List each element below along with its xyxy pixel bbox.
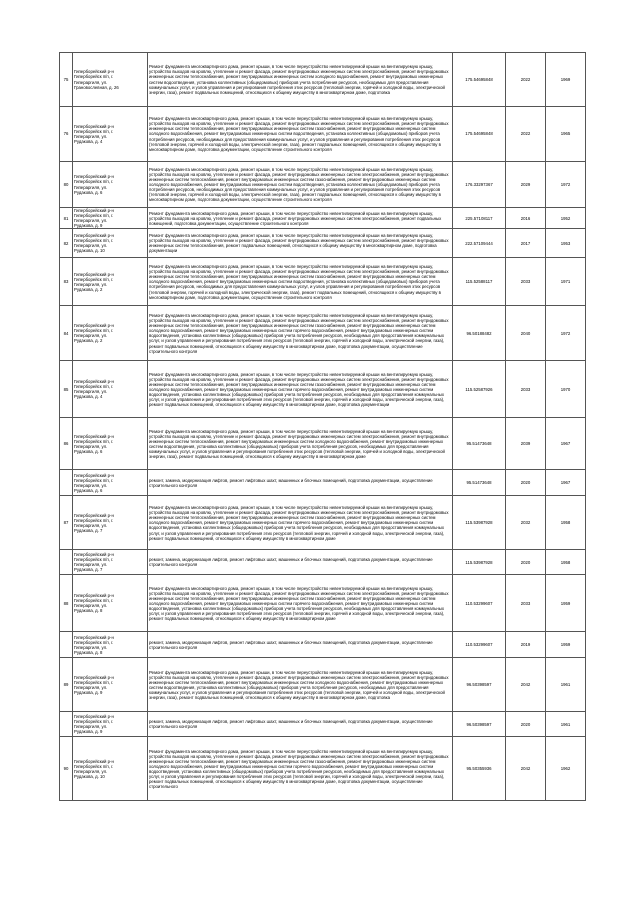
cost-cell: 96.50398597 xyxy=(453,712,506,737)
row-number-cell: 84 xyxy=(60,306,73,361)
cost-cell: 95.51473648 xyxy=(453,470,506,496)
construction-year-cell: 1952 xyxy=(546,208,586,229)
planned-year-cell: 2039 xyxy=(506,418,546,470)
construction-year-cell: 1961 xyxy=(546,712,586,737)
row-number-cell: 88 xyxy=(60,575,73,632)
cost-cell: 96.50398597 xyxy=(453,658,506,712)
address-cell: Гиперборейский р-н Гиперборейск п/п, г. Гипераргиля, ул. Рудакова, д. 2 xyxy=(73,306,148,361)
address-cell: Гиперборейский р-н Гиперборейск п/п, г. Гипераргиля, ул. Рудакова, д. 6 xyxy=(73,418,148,470)
cost-cell: 96.50188482 xyxy=(453,306,506,361)
planned-year-cell: 2016 xyxy=(506,208,546,229)
work-description-cell: Ремонт фундамента многоквартирного дома, ремонт крыши, в том числе переустройство невентилируемой крыши на вентилируемую крышу, устройство выходов на кровлю, утепление и ремонт фасада, ремонт внутридомовых инженерных систем электроснабжения, ремонт внутридомовых инженерных систем теплоснабжения, ремонт внутридомовых инженерных систем холодного водоснабжения, ремонт внутридомовых инженерных систем водоотведения, установка коллективных (общедомовых) приборов учета потребления ресурсов, необходимых для предоставления коммунальных услуг, и узлов управления и регулирования потребления этих ресурсов (тепловой энергии, горячей и холодной воды, электрической энергии, газа), ремонт подвальных помещений, относящихся к общему имуществу в многоквартирном доме, подготовка xyxy=(148,53,453,107)
cost-cell: 176.33297367 xyxy=(453,162,506,208)
row-number-cell: 85 xyxy=(60,361,73,418)
planned-year-cell: 2020 xyxy=(506,470,546,496)
table-row xyxy=(60,208,586,229)
address-cell: Гиперборейский р-н Гиперборейск п/п, г. Гипераргиля, ул. Рудакова, д. 9 xyxy=(73,712,148,737)
address-cell: Гиперборейский р-н Гиперборейск п/п, г. Гипераргиля, ул. Рудакова, д. 7 xyxy=(73,496,148,550)
construction-year-cell: 1971 xyxy=(546,258,586,306)
construction-year-cell: 1962 xyxy=(546,737,586,801)
work-description-cell: ремонт, замена, модернизация лифтов, ремонт лифтовых шахт, машинных и блочных помещений, подготовка документации, осуществление строительного контроля xyxy=(148,550,453,575)
cost-cell: 95.50355936 xyxy=(453,737,506,801)
table-row xyxy=(60,53,586,107)
work-description-cell: ремонт, замена, модернизация лифтов, ремонт лифтовых шахт, машинных и блочных помещений, подготовка документации, осуществление строительного контроля xyxy=(148,712,453,737)
row-number-cell: 83 xyxy=(60,258,73,306)
work-description-cell: Ремонт фундамента многоквартирного дома, ремонт крыши, в том числе переустройство невентилируемой крыши на вентилируемую крышу, устройство выходов на кровлю, утепление и ремонт фасада, ремонт внутридомовых инженерных систем электроснабжения, ремонт внутридомовых инженерных систем теплоснабжения, ремонт внутридомовых инженерных систем газоснабжения, ремонт внутридомовых инженерных систем холодного водоснабжения, ремонт внутридомовых инженерных систем горячего водоснабжения, ремонт внутридомовых инженерных систем водоотведения, установка коллективных (общедомовых) приборов учета потребления ресурсов, необходимых для предоставления коммунальных услуг, и узлов управления и регулирования потребления этих ресурсов (тепловой энергии, горячей и холодной воды, электрической энергии, газа), ремонт подвальных помещений, относящихся к общему имуществу в многоквартирном доме, подготовка документации xyxy=(148,361,453,418)
row-number-cell: 86 xyxy=(60,418,73,470)
construction-year-cell: 1972 xyxy=(546,306,586,361)
address-cell: Гиперборейский р-н Гиперборейск п/п, г. Гипераргиля, ул. Рудакова, д. 8 xyxy=(73,632,148,658)
construction-year-cell: 1972 xyxy=(546,162,586,208)
construction-year-cell: 1961 xyxy=(546,658,586,712)
table-row xyxy=(60,632,586,658)
address-cell: Гиперборейский р-н Гиперборейск п/п, г. Гипераргиля, ул. Рудакова, д. 10 xyxy=(73,737,148,801)
planned-year-cell: 2020 xyxy=(506,550,546,575)
table-row xyxy=(60,162,586,208)
address-cell: Гиперборейский р-н Гиперборейск п/п, г. Гипераргиля, ул. Рудакова, д. 6 xyxy=(73,470,148,496)
table-row xyxy=(60,361,586,418)
planned-year-cell: 2019 xyxy=(506,632,546,658)
address-cell: Гиперборейский р-н Гиперборейск п/п, г. Гипераргиля, ул. Рудакова, д. 4 xyxy=(73,107,148,162)
row-number-cell: 76 xyxy=(60,107,73,162)
construction-year-cell: 1958 xyxy=(546,550,586,575)
cost-cell: 115.53987928 xyxy=(453,550,506,575)
table-row xyxy=(60,306,586,361)
address-cell: Гиперборейский р-н Гиперборейск п/п, г. Гипераргиля, ул. Рудакова, д. 9 xyxy=(73,658,148,712)
construction-year-cell: 1959 xyxy=(546,632,586,658)
address-cell: Гиперборейский р-н Гиперборейск п/п, г. Гипераргиля, ул. Рудакова, д. 9 xyxy=(73,208,148,229)
work-description-cell: Ремонт фундамента многоквартирного дома, ремонт крыши, в том числе переустройство невентилируемой крыши на вентилируемую крышу, устройство выходов на кровлю, утепление и ремонт фасада, ремонт внутридомовых инженерных систем электроснабжения, ремонт внутридомовых инженерных систем теплоснабжения, ремонт внутридомовых инженерных систем газоснабжения, ремонт внутридомовых инженерных систем холодного водоснабжения, ремонт внутридомовых инженерных систем водоотведения, установка коллективных (общедомовых) приборов учета потребления ресурсов, необходимых для предоставления коммунальных услуг, и узлов управления и регулирования потребления этих ресурсов (тепловой энергии, горячей и холодной воды, электрической энергии, газа), ремонт подвальных помещений, относящихся к общему имуществу в многоквартирном доме, подготовка документации, осуществление строительного контроля xyxy=(148,162,453,208)
row-number-cell: 90 xyxy=(60,737,73,801)
planned-year-cell: 2022 xyxy=(506,53,546,107)
row-number-cell xyxy=(60,470,73,496)
work-description-cell: Ремонт фундамента многоквартирного дома, ремонт крыши, в том числе переустройство невентилируемой крыши на вентилируемую крышу, устройство выходов на кровлю, утепление и ремонт фасада, ремонт внутридомовых инженерных систем электроснабжения, ремонт внутридомовых инженерных систем теплоснабжения, ремонт подвальных помещений, относящихся к общему имуществу в многоквартирном доме, подготовка документации xyxy=(148,229,453,258)
work-description-cell: Ремонт фундамента многоквартирного дома, ремонт крыши, в том числе переустройство невентилируемой крыши на вентилируемую крышу, устройство выходов на кровлю, утепление и ремонт фасада, ремонт внутридомовых инженерных систем электроснабжения, ремонт внутридомовых инженерных систем теплоснабжения, ремонт внутридомовых инженерных систем холодного водоснабжения, ремонт внутридомовых инженерных систем водоотведения, установка коллективных (общедомовых) приборов учета потребления ресурсов, необходимых для предоставления коммунальных услуг, и узлов управления и регулирования потребления этих ресурсов (тепловой энергии, горячей и холодной воды, электрической энергии, газа), ремонт подвальных помещений, относящихся к общему имуществу в многоквартирном доме xyxy=(148,418,453,470)
cost-cell: 110.53299607 xyxy=(453,632,506,658)
work-description-cell: Ремонт фундамента многоквартирного дома, ремонт крыши, в том числе переустройство невентилируемой крыши на вентилируемую крышу, устройство выходов на кровлю, утепление и ремонт фасада, ремонт внутридомовых инженерных систем электроснабжения, ремонт внутридомовых инженерных систем теплоснабжения, ремонт внутридомовых инженерных систем газоснабжения, ремонт внутридомовых инженерных систем холодного водоснабжения, ремонт внутридомовых инженерных систем горячего водоснабжения, ремонт внутридомовых инженерных систем водоотведения, установка коллективных (общедомовых) приборов учета потребления ресурсов, необходимых для предоставления коммунальных услуг, и узлов управления и регулирования потребления этих ресурсов (тепловой энергии, горячей и холодной воды, электрической энергии, газа), ремонт подвальных помещений, относящихся к общему имуществу в многоквартирном доме xyxy=(148,575,453,632)
table-body xyxy=(60,53,586,801)
table-row xyxy=(60,575,586,632)
cost-cell: 115.52588117 xyxy=(453,258,506,306)
work-description-cell: ремонт, замена, модернизация лифтов, ремонт лифтовых шахт, машинных и блочных помещений, подготовка документации, осуществление строительного контроля xyxy=(148,470,453,496)
work-description-cell: ремонт, замена, модернизация лифтов, ремонт лифтовых шахт, машинных и блочных помещений, подготовка документации, осуществление строительного контроля xyxy=(148,632,453,658)
table-row xyxy=(60,229,586,258)
work-description-cell: Ремонт фундамента многоквартирного дома, ремонт крыши, в том числе переустройство невентилируемой крыши на вентилируемую крышу, устройство выходов на кровлю, утепление и ремонт фасада, ремонт внутридомовых инженерных систем электроснабжения, ремонт внутридомовых инженерных систем теплоснабжения, ремонт внутридомовых инженерных систем газоснабжения, ремонт внутридомовых инженерных систем холодного водоснабжения, ремонт внутридомовых инженерных систем горячего водоснабжения, ремонт внутридомовых инженерных систем водоотведения, установка коллективных (общедомовых) приборов учета потребления ресурсов, необходимых для предоставления коммунальных услуг, и узлов управления и регулирования потребления этих ресурсов (тепловой энергии, горячей и холодной воды, электрической энергии, газа), ремонт подвальных помещений, относящихся к общему имуществу в многоквартирном доме, подготовка документации, осуществление строительного xyxy=(148,737,453,801)
row-number-cell xyxy=(60,712,73,737)
construction-year-cell: 1969 xyxy=(546,53,586,107)
table-row xyxy=(60,658,586,712)
planned-year-cell: 2032 xyxy=(506,496,546,550)
planned-year-cell: 2033 xyxy=(506,258,546,306)
table-row xyxy=(60,712,586,737)
repair-schedule-table xyxy=(59,52,586,801)
construction-year-cell: 1959 xyxy=(546,575,586,632)
row-number-cell: 81 xyxy=(60,208,73,229)
row-number-cell: 89 xyxy=(60,658,73,712)
table-row xyxy=(60,550,586,575)
table-row xyxy=(60,258,586,306)
address-cell: Гиперборейский р-н Гиперборейск п/п, г. Гипераргиля, ул. Рудакова, д. 8 xyxy=(73,575,148,632)
planned-year-cell: 2033 xyxy=(506,575,546,632)
address-cell: Гиперборейский р-н Гиперборейск п/п, г. Гипераргиля, ул. Рудакова, д. 2 xyxy=(73,258,148,306)
planned-year-cell: 2033 xyxy=(506,361,546,418)
planned-year-cell: 2042 xyxy=(506,737,546,801)
planned-year-cell: 2029 xyxy=(506,162,546,208)
address-cell: Гиперборейский р-н Гиперборейск п/п, г. Гипераргиля, ул. Рудакова, д. 6 xyxy=(73,162,148,208)
planned-year-cell: 2020 xyxy=(506,712,546,737)
cost-cell: 115.53987928 xyxy=(453,496,506,550)
cost-cell: 222.57109444 xyxy=(453,229,506,258)
cost-cell: 175.54695848 xyxy=(453,107,506,162)
row-number-cell: 87 xyxy=(60,496,73,550)
address-cell: Гиперборейский р-н Гиперборейск п/п, г. Гипераргиля, ул. Рудакова, д. 4 xyxy=(73,361,148,418)
construction-year-cell: 1970 xyxy=(546,361,586,418)
planned-year-cell: 2022 xyxy=(506,107,546,162)
address-cell: Гиперборейский р-н Гиперборейск п/п, г. Гипераргиля, ул. Рудакова, д. 10 xyxy=(73,229,148,258)
row-number-cell: 82 xyxy=(60,229,73,258)
work-description-cell: Ремонт фундамента многоквартирного дома, ремонт крыши, в том числе переустройство невентилируемой крыши на вентилируемую крышу, устройство выходов на кровлю, утепление и ремонт фасада, ремонт внутридомовых инженерных систем электроснабжения, ремонт внутридомовых инженерных систем теплоснабжения, ремонт внутридомовых инженерных систем газоснабжения, ремонт внутридомовых инженерных систем холодного водоснабжения, ремонт внутридомовых инженерных систем горячего водоснабжения, ремонт внутридомовых инженерных систем водоотведения, установка коллективных (общедомовых) приборов учета потребления ресурсов, необходимых для предоставления коммунальных услуг, и узлов управления и регулирования потребления этих ресурсов (тепловой энергии, горячей и холодной воды, электрической энергии, газа), ремонт подвальных помещений, относящихся к общему имуществу в многоквартирном доме, подготовка документации, осуществление строительного контроля xyxy=(148,306,453,361)
row-number-cell: 80 xyxy=(60,162,73,208)
address-cell: Гиперборейский р-н Гиперборейск п/п, г. Гипераргиля, ул. Рудакова, д. 7 xyxy=(73,550,148,575)
cost-cell: 115.52587926 xyxy=(453,361,506,418)
planned-year-cell: 2017 xyxy=(506,229,546,258)
table-row xyxy=(60,496,586,550)
work-description-cell: Ремонт фундамента многоквартирного дома, ремонт крыши, в том числе переустройство невентилируемой крыши на вентилируемую крышу, устройство выходов на кровлю, утепление и ремонт фасада, ремонт внутридомовых инженерных систем электроснабжения, ремонт внутридомовых инженерных систем теплоснабжения, ремонт внутридомовых инженерных систем холодного водоснабжения, ремонт внутридомовых инженерных систем водоотведения, установка коллективных (общедомовых) приборов учета потребления ресурсов, необходимых для предоставления коммунальных услуг, и узлов управления и регулирования потребления этих ресурсов (тепловой энергии, горячей и холодной воды, электрической энергии, газа), ремонт подвальных помещений, относящихся к общему имуществу в многоквартирном доме, подготовка xyxy=(148,658,453,712)
cost-cell: 175.54695848 xyxy=(453,53,506,107)
work-description-cell: Ремонт фундамента многоквартирного дома, ремонт крыши, в том числе переустройство невентилируемой крыши на вентилируемую крышу, устройство выходов на кровлю, утепление и ремонт фасада, ремонт внутридомовых инженерных систем электроснабжения, ремонт внутридомовых инженерных систем теплоснабжения, ремонт внутридомовых инженерных систем газоснабжения, ремонт внутридомовых инженерных систем холодного водоснабжения, ремонт внутридомовых инженерных систем водоотведения, установка коллективных (общедомовых) приборов учета потребления ресурсов, необходимых для предоставления коммунальных услуг, и узлов управления и регулирования потребления этих ресурсов (тепловой энергии, горячей и холодной воды, электрической энергии, газа), ремонт подвальных помещений, относящихся к общему имуществу в многоквартирном доме, подготовка документации, осуществление строительного контроля xyxy=(148,258,453,306)
planned-year-cell: 2040 xyxy=(506,306,546,361)
construction-year-cell: 1958 xyxy=(546,496,586,550)
table-row xyxy=(60,470,586,496)
row-number-cell xyxy=(60,632,73,658)
row-number-cell: 75 xyxy=(60,53,73,107)
address-cell: Гиперборейский р-н Гиперборейск п/п, г. Гипераргиля, ул. Грановослевная, д. 26 xyxy=(73,53,148,107)
cost-cell: 95.51473648 xyxy=(453,418,506,470)
work-description-cell: Ремонт фундамента многоквартирного дома, ремонт крыши, в том числе переустройство невентилируемой крыши на вентилируемую крышу, устройство выходов на кровлю, утепление и ремонт фасада, ремонт внутридомовых инженерных систем электроснабжения, ремонт внутридомовых инженерных систем теплоснабжения, ремонт внутридомовых инженерных систем газоснабжения, ремонт внутридомовых инженерных систем холодного водоснабжения, ремонт внутридомовых инженерных систем водоотведения, установка коллективных (общедомовых) приборов учета потребления ресурсов, необходимых для предоставления коммунальных услуг, и узлов управления и регулирования потребления этих ресурсов (тепловой энергии, горячей и холодной воды, электрической энергии, газа), ремонт подвальных помещений, относящихся к общему имуществу в многоквартирном доме, подготовка документации, осуществление строительного контроля xyxy=(148,107,453,162)
cost-cell: 110.53299607 xyxy=(453,575,506,632)
work-description-cell: Ремонт фундамента многоквартирного дома, ремонт крыши, в том числе переустройство невентилируемой крыши на вентилируемую крышу, устройство выходов на кровлю, утепление и ремонт фасада, ремонт внутридомовых инженерных систем электроснабжения, ремонт подвальных помещений, подготовка документации, осуществление строительного контроля xyxy=(148,208,453,229)
table-row xyxy=(60,737,586,801)
cost-cell: 225.57108117 xyxy=(453,208,506,229)
construction-year-cell: 1967 xyxy=(546,470,586,496)
planned-year-cell: 2042 xyxy=(506,658,546,712)
row-number-cell xyxy=(60,550,73,575)
table-row xyxy=(60,107,586,162)
construction-year-cell: 1967 xyxy=(546,418,586,470)
construction-year-cell: 1953 xyxy=(546,229,586,258)
construction-year-cell: 1965 xyxy=(546,107,586,162)
table-row xyxy=(60,418,586,470)
work-description-cell: Ремонт фундамента многоквартирного дома, ремонт крыши, в том числе переустройство невентилируемой крыши на вентилируемую крышу, устройство выходов на кровлю, утепление и ремонт фасада, ремонт внутридомовых инженерных систем электроснабжения, ремонт внутридомовых инженерных систем теплоснабжения, ремонт внутридомовых инженерных систем газоснабжения, ремонт внутридомовых инженерных систем холодного водоснабжения, ремонт внутридомовых инженерных систем горячего водоснабжения, ремонт внутридомовых инженерных систем водоотведения, установка коллективных (общедомовых) приборов учета потребления ресурсов, необходимых для предоставления коммунальных услуг, и узлов управления и регулирования потребления этих ресурсов (тепловой энергии, горячей и холодной воды, электрической энергии, газа), ремонт подвальных помещений, относящихся к общему имуществу в многоквартирном доме xyxy=(148,496,453,550)
